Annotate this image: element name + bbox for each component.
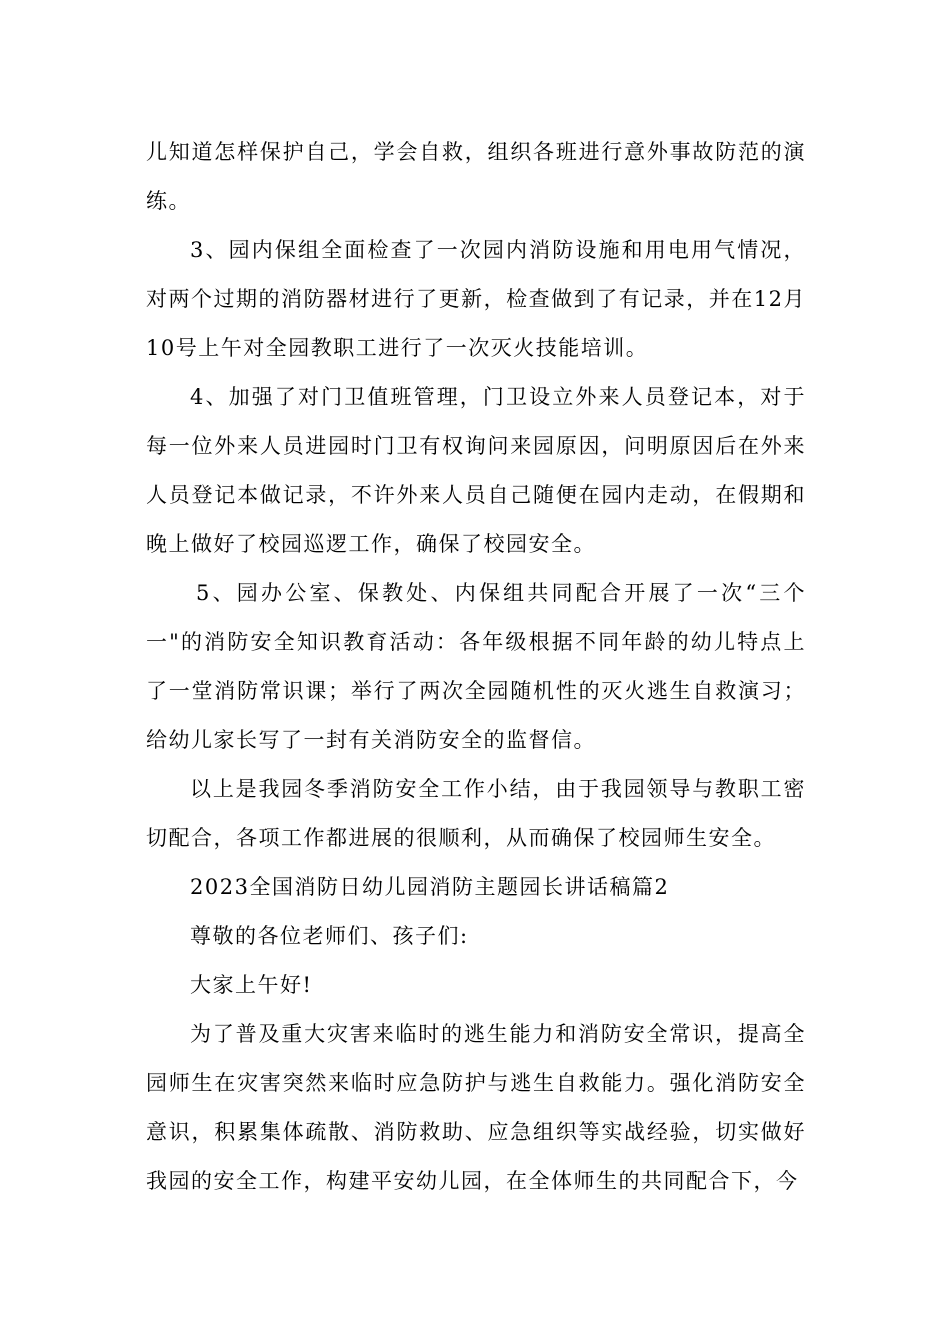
paragraph-intro: 为了普及重大灾害来临时的逃生能力和消防安全常识，提高全园师生在灾害突然来临时应急防护与逃生自救能力。强化消防安全意识，积累集体疏散、消防救助、应急组织等实战经验，切实做好我园的安全工作，构建平安幼儿园，在全体师生的共同配合下，今 xyxy=(146,1022,806,1193)
salutation: 尊敬的各位老师们、孩子们: xyxy=(190,924,469,948)
paragraph-summary: 以上是我园冬季消防安全工作小结，由于我园领导与教职工密切配合，各项工作都进展的很顺利，从而确保了校园师生安全。 xyxy=(146,777,806,850)
paragraph-item-4: 4、加强了对门卫值班管理，门卫设立外来人员登记本，对于每一位外来人员进园时门卫有权询问来园原因，问明原因后在外来人员登记本做记录，不许外来人员自己随便在园内走动，在假期和晚上做好了校园巡逻工作，确保了校园安全。 xyxy=(146,385,806,556)
greeting: 大家上午好! xyxy=(190,973,313,997)
section-heading: 2023全国消防日幼儿园消防主题园长讲话稿篇2 xyxy=(190,875,670,899)
paragraph-item-5: 5、园办公室、保教处、内保组共同配合开展了一次“三个一"的消防安全知识教育活动：各年级根据不同年龄的幼儿特点上了一堂消防常识课；举行了两次全园随机性的灭火逃生自救演习；给幼儿家长写了一封有关消防安全的监督信。 xyxy=(146,581,806,752)
document-body xyxy=(146,128,806,1206)
paragraph-continuation: 儿知道怎样保护自己，学会自救，组织各班进行意外事故防范的演练。 xyxy=(146,140,806,213)
paragraph-item-3: 3、园内保组全面检查了一次园内消防设施和用电用气情况，对两个过期的消防器材进行了更新，检查做到了有记录，并在12月10号上午对全园教职工进行了一次灭火技能培训。 xyxy=(146,238,806,360)
